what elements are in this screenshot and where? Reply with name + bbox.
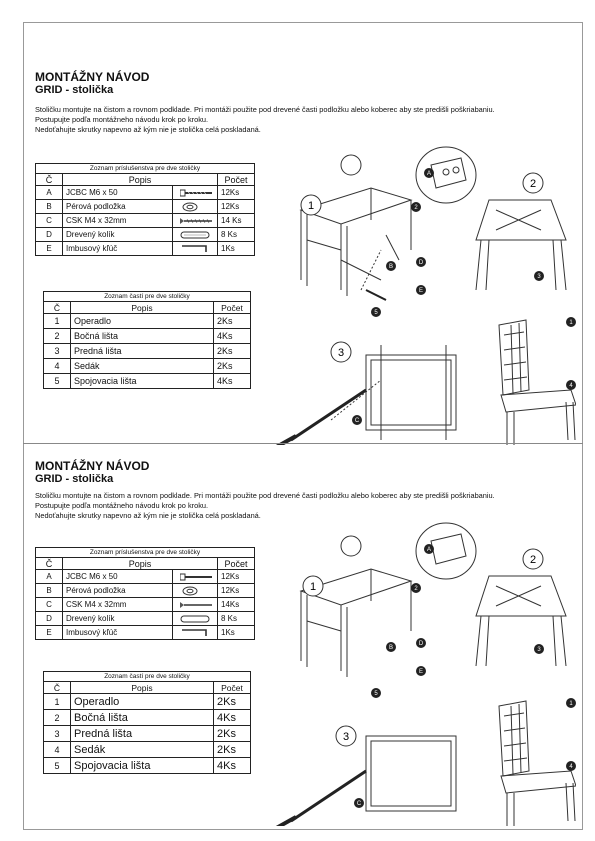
parts-caption: Zoznam častí pre dve stoličky (43, 671, 251, 681)
intro-text: Stoličku montujte na čistom a rovnom podklade. Pri montáži použite pod drevené časti podložku alebo koberec aby ste predišli poškriabaniu. Postupujte podľa montážneho návodu krok po kroku. Nedoťahujte skrutky napevno až kým nie je stolička celá poskladaná. (35, 105, 495, 134)
svg-text:E: E (418, 669, 424, 675)
accessories-caption: Zoznam príslušenstva pre dve stoličky (35, 547, 255, 557)
spring-washer-icon (180, 586, 200, 596)
table-header-row: Č Popis Počet (36, 174, 255, 186)
svg-text:1: 1 (307, 200, 315, 212)
section-subtitle: GRID - stolička (35, 84, 114, 96)
svg-text:A: A (426, 171, 432, 177)
table-row: C CSK M4 x 32mm 14Ks (36, 598, 255, 612)
svg-text:5: 5 (374, 310, 378, 316)
table-row: 5 Spojovacia lišta 4Ks (44, 374, 251, 389)
svg-text:3: 3 (342, 731, 350, 743)
screw-icon (180, 601, 214, 609)
dowel-icon (180, 231, 210, 239)
table-row: 5 Spojovacia lišta 4Ks (44, 758, 251, 774)
bolt-icon (180, 573, 214, 581)
table-row: B Pérová podložka 12Ks (36, 584, 255, 598)
table-row: E Imbusový kľúč 1Ks (36, 626, 255, 640)
table-row: 2 Bočná lišta 4Ks (44, 710, 251, 726)
parts-table (43, 671, 251, 774)
table-row: E Imbusový kľúč 1Ks (36, 242, 255, 256)
step-2-frame-drawing (476, 200, 566, 290)
svg-text:2: 2 (414, 205, 418, 211)
callouts (352, 168, 576, 425)
bolt-icon (180, 189, 214, 197)
allen-key-icon (180, 628, 210, 637)
svg-text:A: A (426, 547, 432, 553)
svg-text:3: 3 (337, 347, 345, 359)
section-subtitle: GRID - stolička (35, 473, 114, 485)
table-row: C CSK M4 x 32mm 14 Ks (36, 214, 255, 228)
table-row: D Drevený kolík 8 Ks (36, 612, 255, 626)
instruction-section-2 (23, 443, 583, 830)
table-header-row: Č Popis Počet (36, 558, 255, 570)
screw-icon (180, 217, 214, 225)
svg-text:2: 2 (529, 554, 537, 566)
allen-key-icon (180, 244, 210, 253)
svg-text:D: D (418, 260, 424, 266)
svg-text:3: 3 (537, 274, 541, 280)
svg-text:D: D (418, 641, 424, 647)
parts-caption: Zoznam častí pre dve stoličky (43, 291, 251, 301)
step-3-seat-drawing (271, 736, 456, 826)
svg-text:4: 4 (569, 383, 573, 389)
assembly-illustration (271, 521, 576, 826)
table-row: A JCBC M6 x 50 12Ks (36, 186, 255, 200)
svg-text:B: B (388, 645, 394, 651)
table-row: 3 Predná lišta 2Ks (44, 344, 251, 359)
table-row: 2 Bočná lišta 4Ks (44, 329, 251, 344)
svg-text:1: 1 (569, 320, 573, 326)
table-row: 1 Operadlo 2Ks (44, 694, 251, 710)
table-row: 4 Sedák 2Ks (44, 359, 251, 374)
callouts (354, 544, 576, 808)
svg-text:5: 5 (374, 691, 378, 697)
svg-text:2: 2 (414, 586, 418, 592)
parts-table (43, 291, 251, 389)
table-row: 1 Operadlo 2Ks (44, 314, 251, 329)
dowel-icon (180, 615, 210, 623)
accessories-table (35, 163, 255, 256)
step-1-frame-drawing (301, 155, 411, 296)
table-row: 4 Sedák 2Ks (44, 742, 251, 758)
instruction-section-1 (23, 22, 583, 442)
svg-text:E: E (418, 288, 424, 294)
svg-text:3: 3 (537, 647, 541, 653)
table-row: A JCBC M6 x 50 12Ks (36, 570, 255, 584)
svg-text:2: 2 (529, 178, 537, 190)
table-header-row: Č Popis Počet (44, 302, 251, 314)
section-title: MONTÁŽNY NÁVOD (35, 459, 150, 473)
spring-washer-icon (180, 202, 200, 212)
intro-text: Stoličku montujte na čistom a rovnom podklade. Pri montáži použite pod drevené časti podložku alebo koberec aby ste predišli poškriabaniu. Postupujte podľa montážneho návodu krok po kroku. Nedoťahujte skrutky napevno až kým nie je stolička celá poskladaná. (35, 491, 495, 520)
svg-text:C: C (354, 418, 360, 424)
accessories-table (35, 547, 255, 640)
step-2-frame-drawing (476, 576, 566, 666)
step-badges (301, 173, 543, 362)
svg-text:C: C (356, 801, 362, 807)
svg-text:B: B (388, 264, 394, 270)
table-row: D Drevený kolík 8 Ks (36, 228, 255, 242)
table-header-row: Č Popis Počet (44, 682, 251, 694)
assembly-illustration (271, 140, 576, 445)
step-1-frame-drawing (301, 536, 411, 677)
svg-text:4: 4 (569, 764, 573, 770)
accessories-caption: Zoznam príslušenstva pre dve stoličky (35, 163, 255, 173)
assembled-chair-drawing (499, 701, 576, 826)
section-title: MONTÁŽNY NÁVOD (35, 70, 150, 84)
table-row: 3 Predná lišta 2Ks (44, 726, 251, 742)
step-3-seat-drawing (271, 345, 456, 445)
svg-text:1: 1 (569, 701, 573, 707)
svg-text:1: 1 (309, 581, 317, 593)
table-row: B Pérová podložka 12Ks (36, 200, 255, 214)
assembled-chair-drawing (499, 320, 576, 445)
